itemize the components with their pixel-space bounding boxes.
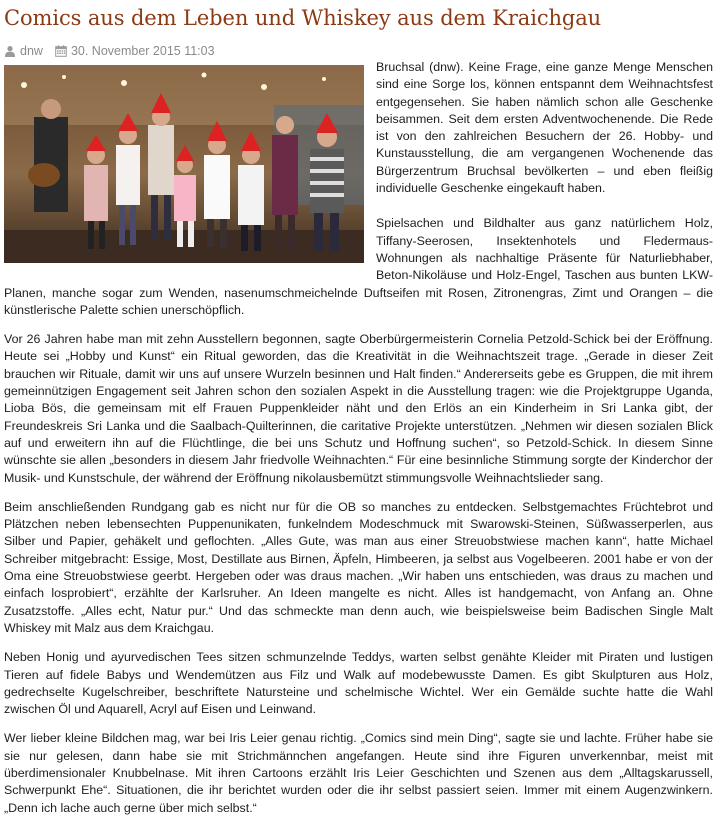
user-icon — [4, 45, 16, 57]
paragraph-6: Wer lieber kleine Bildchen mag, war bei Iris Leier genau richtig. „Comics sind mein Ding“, sagte sie und lachte. Früher habe sie sie nur gelesen, dann habe sie mit Strichmännchen angefangen. Heute sind ihre Figuren unverkennbar, meist mit überdimensionaler Knubbelnase. Mit ihren Cartoons erzählt Iris Leier Geschichten und Szenen aus dem „Alltagskarussell, Schwerpunkt Ehe“. Situationen, die ihr berichtet wurden oder die ihr selbst passiert seien. Immer mit einem Augenzwinkern. „Denn ich lache auch gerne über mich selbst.“ — [4, 731, 713, 815]
article-title: Comics aus dem Leben und Whiskey aus dem Kraichgau — [4, 6, 602, 30]
article-date: 30. November 2015 11:03 — [70, 44, 215, 58]
article-body — [4, 59, 713, 817]
paragraph-2: Spielsachen und Bildhalter aus ganz natürlichem Holz, Tiffany-Seerosen, Insektenhotels und Fledermaus-Wohnungen als nachhaltige Präsente für Naturliebhaber, Beton-Nikoläuse und Holz-Engel, Taschen aus bunten LKW-Planen, manche sogar zum Wenden, nasenumschmeichelnde Duftseifen mit Rosen, Zitronengras, Zimt und Orangen – die künstlerische Palette schien unerschöpflich. — [4, 216, 713, 317]
paragraph-4: Beim anschließenden Rundgang gab es nicht nur für die OB so manches zu entdecken. Selbstgemachtes Früchtebrot und Plätzchen neben lebensechten Puppenunikaten, funkelndem Modeschmuck mit Swarowski-Steinen, Süßwasserperlen, aus Silber und Papier, gehäkelt und geflochten. „Alles Gute, was man aus einer Streuobstwiese machen kann“, hatte Michael Schreiber mitgebracht: Essige, Most, Destillate aus Birnen, Äpfeln, Himbeeren, ja selbst aus Vogelbeeren. 2001 habe er von der Oma eine Streuobstwiese geerbt. Hergeben oder was draus machen. „Wir haben uns entschieden, was draus zu machen und einfach losprobiert“, erzählte der Karlsruher. An Ideen mangelte es nicht. Alles ist handgemacht, von Anfang an. Ohne Zusatzstoffe. „Alles echt, Natur pur.“ Und das schmeckte man denn auch, wie beispielsweise beim Badischen Single Malt Whiskey mit Malz aus dem Kraichgau. — [4, 499, 713, 635]
paragraph-5: Neben Honig und ayurvedischen Tees sitzen schmunzelnde Teddys, warten selbst genähte Kleider mit Piraten und lustigen Tieren auf fidele Babys und Wendemützen aus Filz und Walk auf modebewusste Damen. Es gibt Skulpturen aus Holz, gedrechselte Kugelschreiber, beschriftete Natursteine und schelmische Wichtel. Wer ein Gemälde suchte hatte die Wahl zwischen Öl und Aquarell, Acryl auf Eisen und Leinwand. — [4, 650, 713, 717]
calendar-icon — [55, 45, 67, 57]
article-photo[interactable] — [4, 65, 364, 263]
paragraph-3: Vor 26 Jahren habe man mit zehn Ausstellern begonnen, sagte Oberbürgermeisterin Cornelia Petzold-Schick bei der Eröffnung. Heute sei „Hobby und Kunst“ ein Ritual geworden, das die Kreativität in die Weihnachtszeit trage. „Gerade in dieser Zeit brauchen wir Rituale, damit wir uns auf unsere Wurzeln besinnen und Halt finden.“ Andererseits gebe es Gruppen, die mit ihrem gemeinnützigen Engagement seit Jahren schon den sozialen Aspekt in die Ausstellung tragen: wie die Projektgruppe Uganda, Lioba Bös, die gemeinsam mit elf Frauen Puppenkleider näht und den Erlös an ein Kinderheim in Sri Lanka gibt, der Freundeskreis Sri Lanka und die Saalbach-Quilterinnen, die caritative Projekte unterstützen. „Nehmen wir diesen sozialen Blick auf und erweitern ihn auf die Flüchtlinge, die bei uns Schutz und Hoffnung suchen“, so Petzold-Schick. In diesem Sinne wünschte sie allen „besonders in diesem Jahr friedvolle Weihnachten.“ Für eine besinnliche Stimmung sorgte der Kinderchor der Musik- und Kunstschule, der während der Eröffnung nikolausbemützt stimmungsvolle Weihnachtslieder sang. — [4, 332, 713, 485]
article-author[interactable]: dnw — [20, 44, 43, 58]
article-meta — [4, 43, 713, 59]
paragraph-1: Bruchsal (dnw). Keine Frage, eine ganze Menge Menschen sind eine Sorge los, können entspannt dem Weihnachtsfest entgegensehen. Sie haben nämlich schon alle Geschenke beisammen. Seit dem ersten Adventwochenende. Die Rede ist von den zahlreichen Besuchern der 26. Hobby- und Kunstausstellung, die am vergangenen Wochenende das Bürgerzentrum Bruchsal bevölkerten – und eben fleißig individuelle Geschenke eingekauft haben. — [376, 60, 713, 196]
article — [0, 5, 716, 817]
